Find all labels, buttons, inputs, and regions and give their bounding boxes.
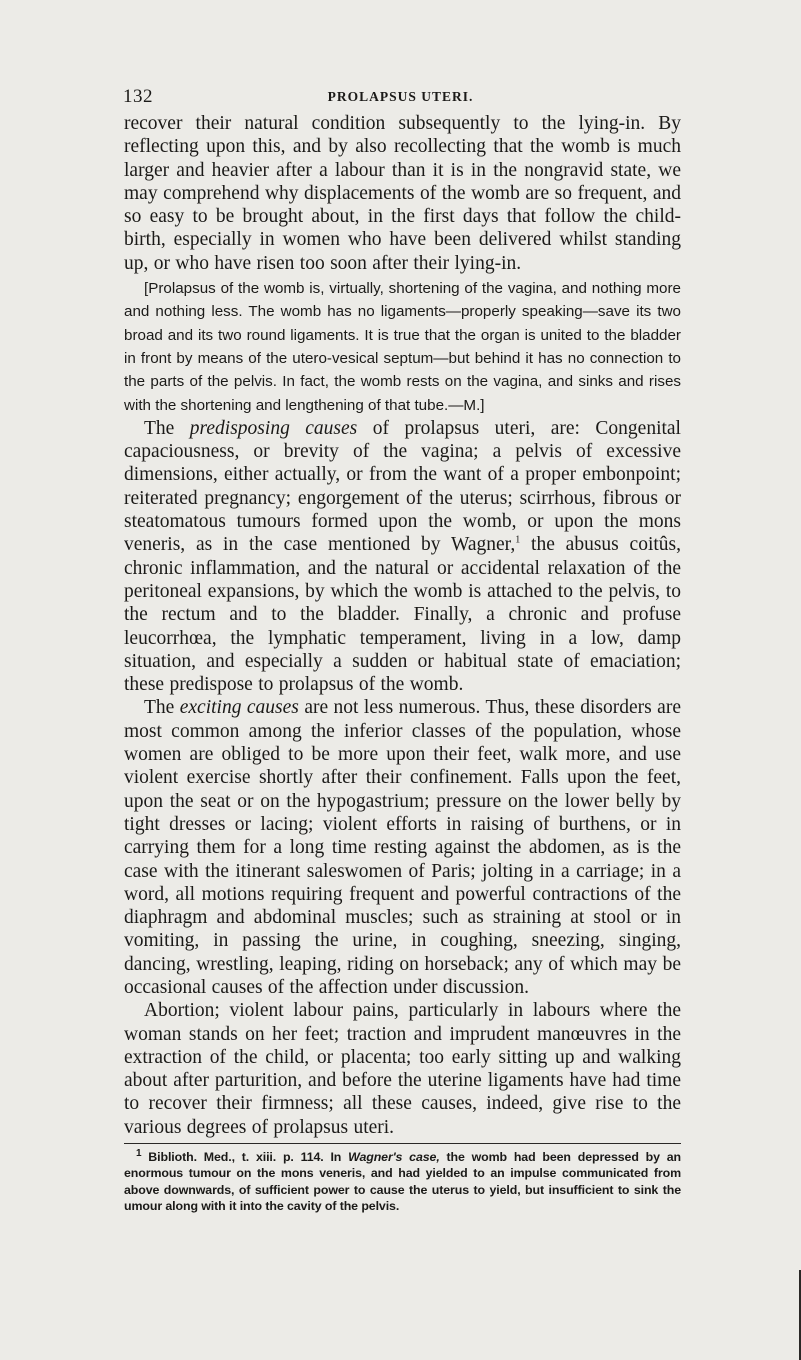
footnote-text: the womb had been depressed by an enormous tumour on the mons veneris, and had yielded to an impulse communicated from above downwards, of sufficient power to cause the uterus to yield, but insufficient to sink the umour along with it into the cavity of the pelvis. <box>124 1150 681 1214</box>
page-header <box>0 86 801 106</box>
paragraph-continuation: recover their natural condition subsequently to the lying-in. By reflecting upon this, and by also recollecting that the womb is much larger and heavier after a labour than it is in the nongravid state, we may comprehend why displacements of the womb are so frequent, and so easy to be brought about, in the first days that follow the child-birth, especially in women who have been delivered whilst standing up, or who have risen too soon after their lying-in. <box>124 113 681 274</box>
running-title: PROLAPSUS UTERI. <box>327 89 474 104</box>
editor-note-paragraph: [Prolapsus of the womb is, virtually, shortening of the vagina, and nothing more and nothing less. The womb has no ligaments—properly speaking—save its two broad and its two round ligaments. It is true that the organ is united to the bladder in front by means of the utero-vesical septum—but behind it has no connection to the parts of the pelvis. In fact, the womb rests on the vagina, and sinks and rises with the shortening and lengthening of that tube.—M.] <box>124 280 681 414</box>
text-run: The <box>144 417 190 439</box>
footnote-emphasis: Wagner's case, <box>348 1150 440 1165</box>
emphasis-exciting-causes: exciting causes <box>179 697 299 719</box>
footnote <box>124 1149 681 1215</box>
footnote-marker: 1 <box>136 1147 142 1159</box>
predisposing-causes-paragraph <box>124 417 681 697</box>
emphasis-predisposing-causes: predisposing causes <box>189 417 358 439</box>
exciting-causes-paragraph <box>124 696 681 999</box>
footnote-reference: 1 <box>515 534 521 546</box>
text-run: of prolapsus uteri, are: Congenital capaciousness, or brevity of the vagina; a pelvis of excessive dimensions, either actually, or from the want of a proper embonpoint; reiterated pregnancy; engorgement of the uterus; scirrhous, fibrous or steatomatous tumours formed upon the womb, or upon the mons veneris, as in the case mentioned by Wagner, <box>124 417 681 556</box>
abortion-paragraph: Abortion; violent labour pains, particularly in labours where the woman stands on her feet; traction and imprudent manœuvres in the extraction of the child, or placenta; too early sitting up and walking about after parturition, and before the uterine ligaments have had time to recover their firmness; all these causes, indeed, give rise to the various degrees of prolapsus uteri. <box>124 1000 681 1138</box>
text-run: the abusus coitûs, chronic inflammation, and the natural or accidental relaxation of the peritoneal expansions, by which the womb is attached to the pelvis, to the rectum and to the bladder. Finally, a chronic and profuse leucorrhœa, the lymphatic temperament, living in a low, damp situation, and especially a sudden or habitual state of emaciation; these predispose to prolapsus of the womb. <box>124 534 681 696</box>
page-body <box>124 112 681 1215</box>
text-run: The <box>144 697 180 719</box>
page-number: 132 <box>123 86 153 107</box>
footnote-text: Biblioth. Med., t. xiii. p. 114. In <box>141 1150 349 1165</box>
footnote-divider <box>124 1143 681 1144</box>
text-run: are not less numerous. Thus, these disorders are most common among the inferior classes of the population, whose women are obliged to be more upon their feet, walk more, and use violent exercise shortly after their confinement. Falls upon the feet, upon the seat or on the hypogastrium; pressure on the lower belly by tight dresses or lacing; violent efforts in raising of burthens, or in carrying them for a long time resting against the abdomen, as is the case with the itinerant saleswomen of Paris; jolting in a carriage; in a word, all motions requiring frequent and powerful contractions of the diaphragm and abdominal muscles; such as straining at stool or in vomiting, in passing the urine, in coughing, sneezing, singing, dancing, wrestling, leaping, riding on horseback; any of which may be occasional causes of the affection under discussion. <box>124 697 681 998</box>
